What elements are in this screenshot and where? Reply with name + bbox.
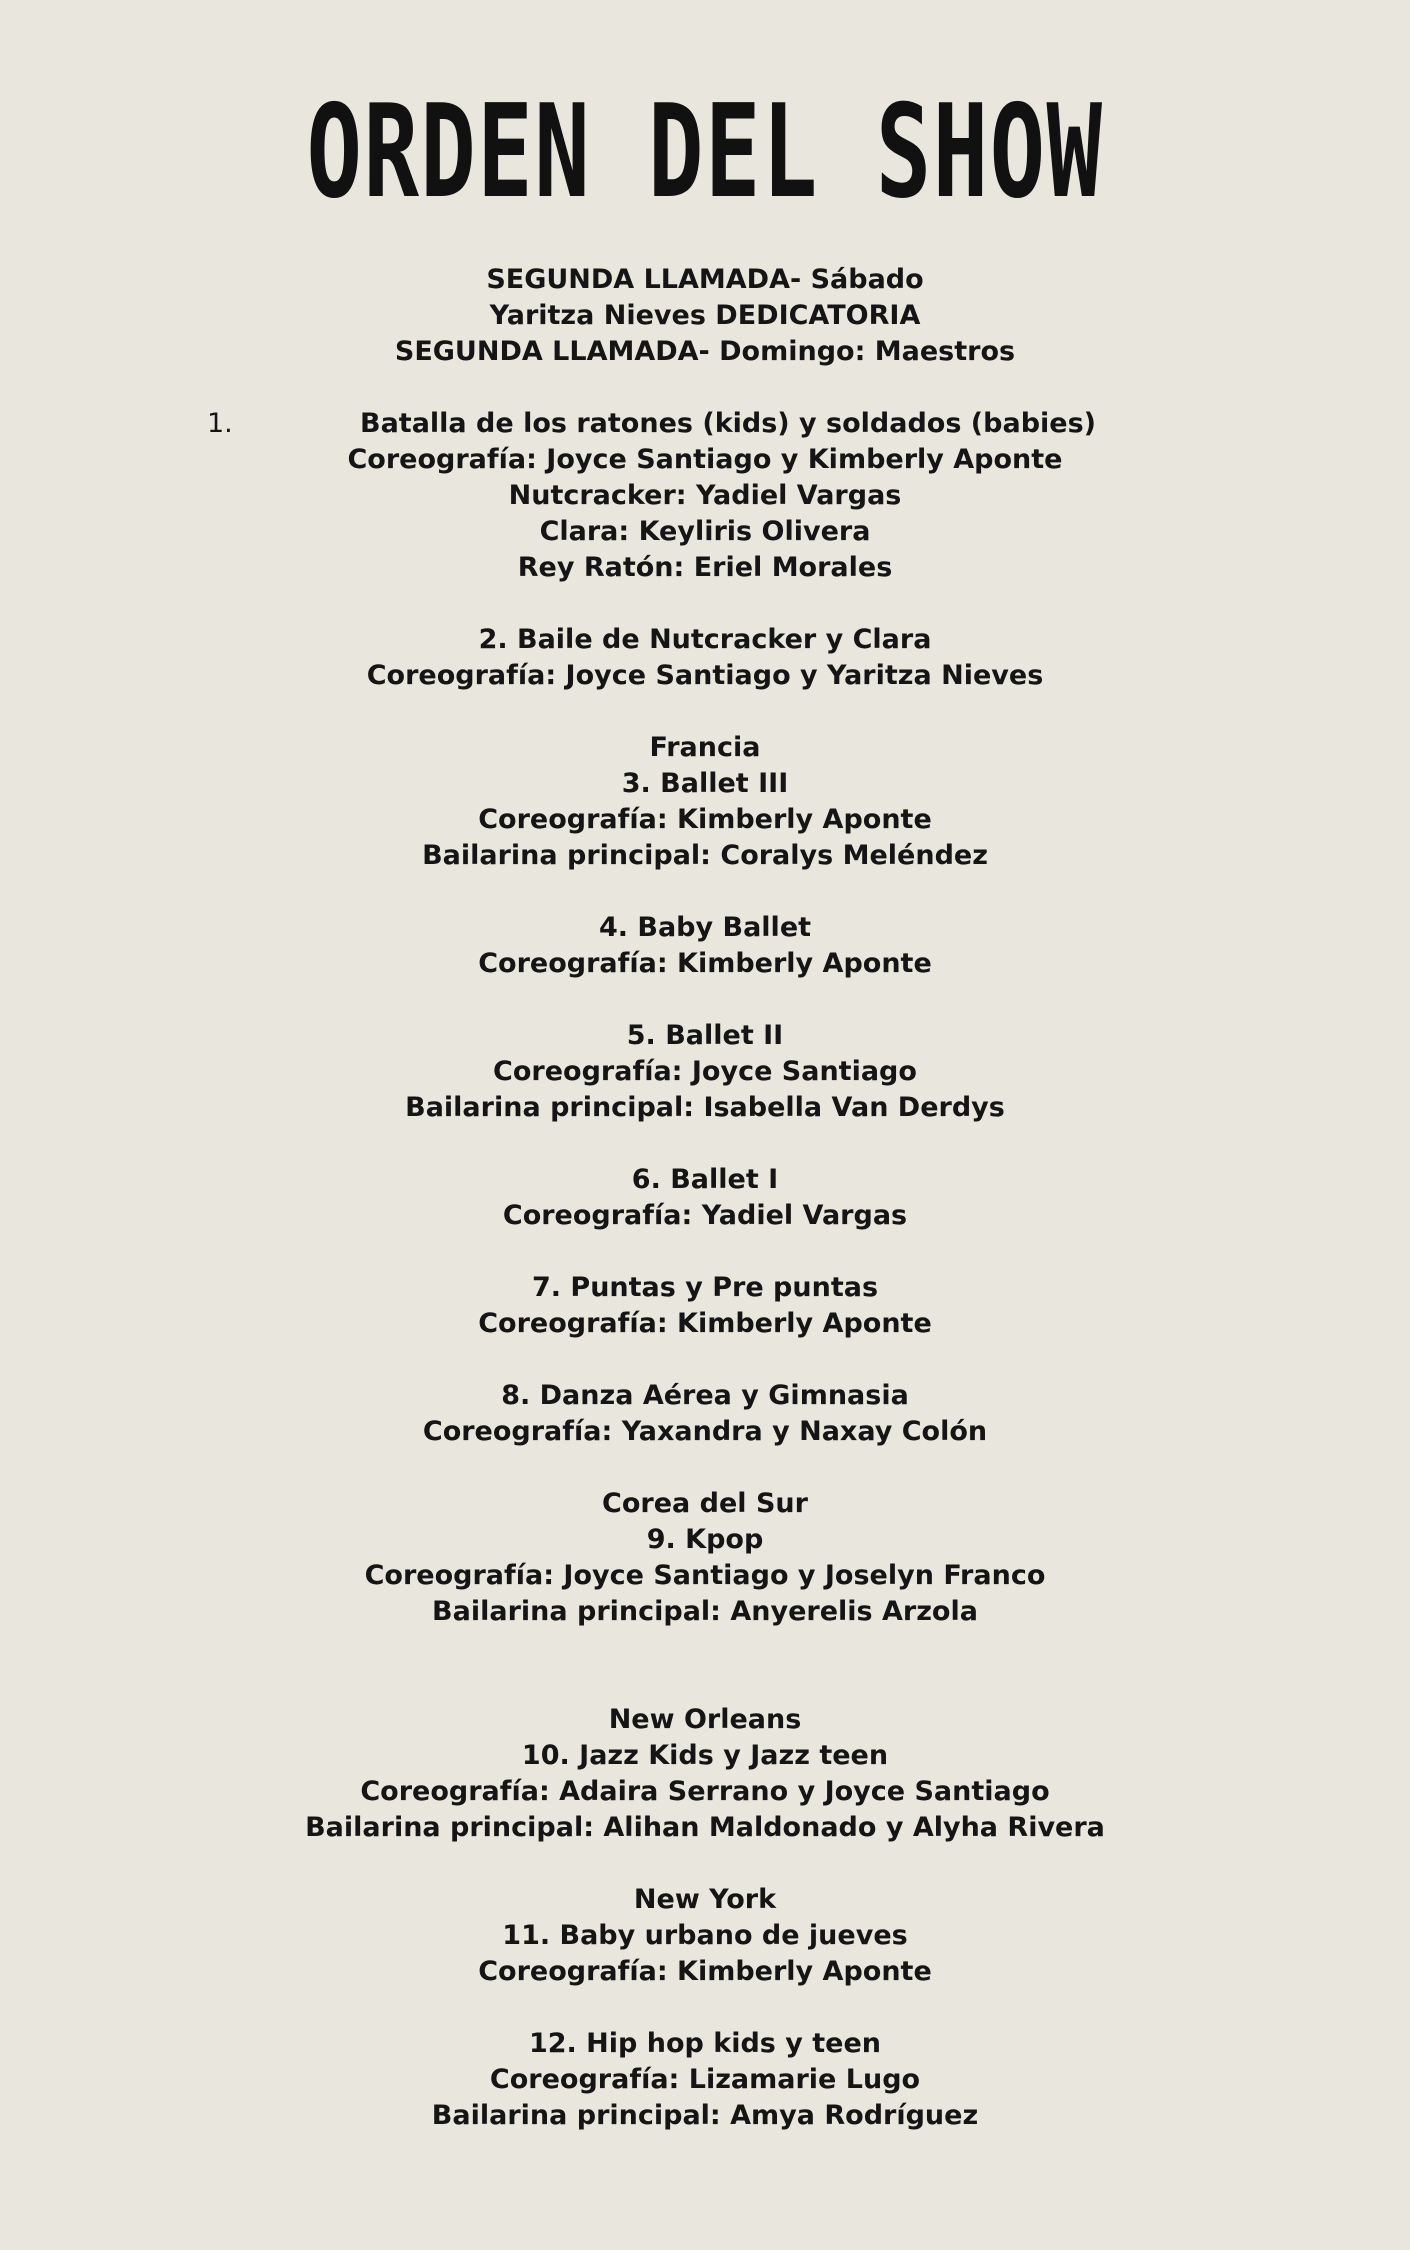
- section-location: Corea del Sur: [602, 1488, 808, 1519]
- program-item-6-title: 6. Ballet I: [631, 1164, 779, 1195]
- intro-line: SEGUNDA LLAMADA- Domingo: Maestros: [394, 336, 1016, 367]
- spacer: [0, 586, 1410, 622]
- program-item-9-title: 9. Kpop: [646, 1524, 764, 1555]
- choreography-line: Coreografía: Joyce Santiago y Joselyn Franco: [364, 1560, 1046, 1591]
- principal-dancer-line: Bailarina principal: Amya Rodríguez: [431, 2100, 979, 2131]
- spacer: [0, 1990, 1410, 2026]
- spacer: [0, 1666, 1410, 1702]
- principal-dancer-line: Bailarina principal: Coralys Meléndez: [422, 840, 988, 871]
- program-item-5-title: 5. Ballet II: [626, 1020, 784, 1051]
- intro-line: SEGUNDA LLAMADA- Sábado: [486, 264, 924, 295]
- program-item-1-title: [0, 406, 1410, 442]
- principal-dancer-line: Bailarina principal: Alihan Maldonado y Alyha Rivera: [305, 1812, 1105, 1843]
- role-line: Clara: Keyliris Olivera: [539, 516, 871, 547]
- choreography-line: Coreografía: Lizamarie Lugo: [489, 2064, 921, 2095]
- choreography-line: Coreografía: Kimberly Aponte: [478, 804, 932, 835]
- spacer: [0, 370, 1410, 406]
- spacer: [0, 982, 1410, 1018]
- choreography-line: Coreografía: Kimberly Aponte: [478, 948, 932, 979]
- program-item-3-title: 3. Ballet III: [621, 768, 789, 799]
- spacer: [0, 874, 1410, 910]
- spacer: [0, 1342, 1410, 1378]
- choreography-line: Coreografía: Adaira Serrano y Joyce Santiago: [360, 1776, 1050, 1807]
- choreography-line: Coreografía: Kimberly Aponte: [478, 1308, 932, 1339]
- section-location: New York: [633, 1884, 777, 1915]
- choreography-line: Coreografía: Joyce Santiago y Yaritza Nieves: [366, 660, 1044, 691]
- program-item-10-title: 10. Jazz Kids y Jazz teen: [521, 1740, 889, 1771]
- program-item-4-title: 4. Baby Ballet: [598, 912, 812, 943]
- spacer: [0, 1450, 1410, 1486]
- spacer: [0, 1126, 1410, 1162]
- role-line: Rey Ratón: Eriel Morales: [517, 552, 893, 583]
- list-number-marker: 1.: [207, 408, 233, 439]
- role-line: Nutcracker: Yadiel Vargas: [508, 480, 902, 511]
- program-item-8-title: 8. Danza Aérea y Gimnasia: [501, 1380, 909, 1411]
- choreography-line: Coreografía: Yaxandra y Naxay Colón: [422, 1416, 988, 1447]
- program-item-7-title: 7. Puntas y Pre puntas: [531, 1272, 879, 1303]
- spacer: [0, 694, 1410, 730]
- choreography-line: Coreografía: Joyce Santiago y Kimberly Aponte: [347, 444, 1063, 475]
- item-title-text: Batalla de los ratones (kids) y soldados (babies): [359, 408, 1096, 439]
- program-item-11-title: 11. Baby urbano de jueves: [502, 1920, 908, 1951]
- spacer: [0, 1846, 1410, 1882]
- spacer: [0, 1234, 1410, 1270]
- spacer: [0, 1630, 1410, 1666]
- choreography-line: Coreografía: Joyce Santiago: [493, 1056, 917, 1087]
- choreography-line: Coreografía: Kimberly Aponte: [478, 1956, 932, 1987]
- choreography-line: Coreografía: Yadiel Vargas: [502, 1200, 908, 1231]
- section-location: New Orleans: [608, 1704, 802, 1735]
- program-item-2-title: 2. Baile de Nutcracker y Clara: [478, 624, 932, 655]
- principal-dancer-line: Bailarina principal: Isabella Van Derdys: [405, 1092, 1005, 1123]
- page-title: ORDEN DEL SHOW: [306, 78, 1104, 227]
- intro-line: Yaritza Nieves DEDICATORIA: [489, 300, 921, 331]
- principal-dancer-line: Bailarina principal: Anyerelis Arzola: [432, 1596, 978, 1627]
- program-list: [0, 262, 1410, 2134]
- program-item-12-title: 12. Hip hop kids y teen: [528, 2028, 882, 2059]
- section-location: Francia: [649, 732, 761, 763]
